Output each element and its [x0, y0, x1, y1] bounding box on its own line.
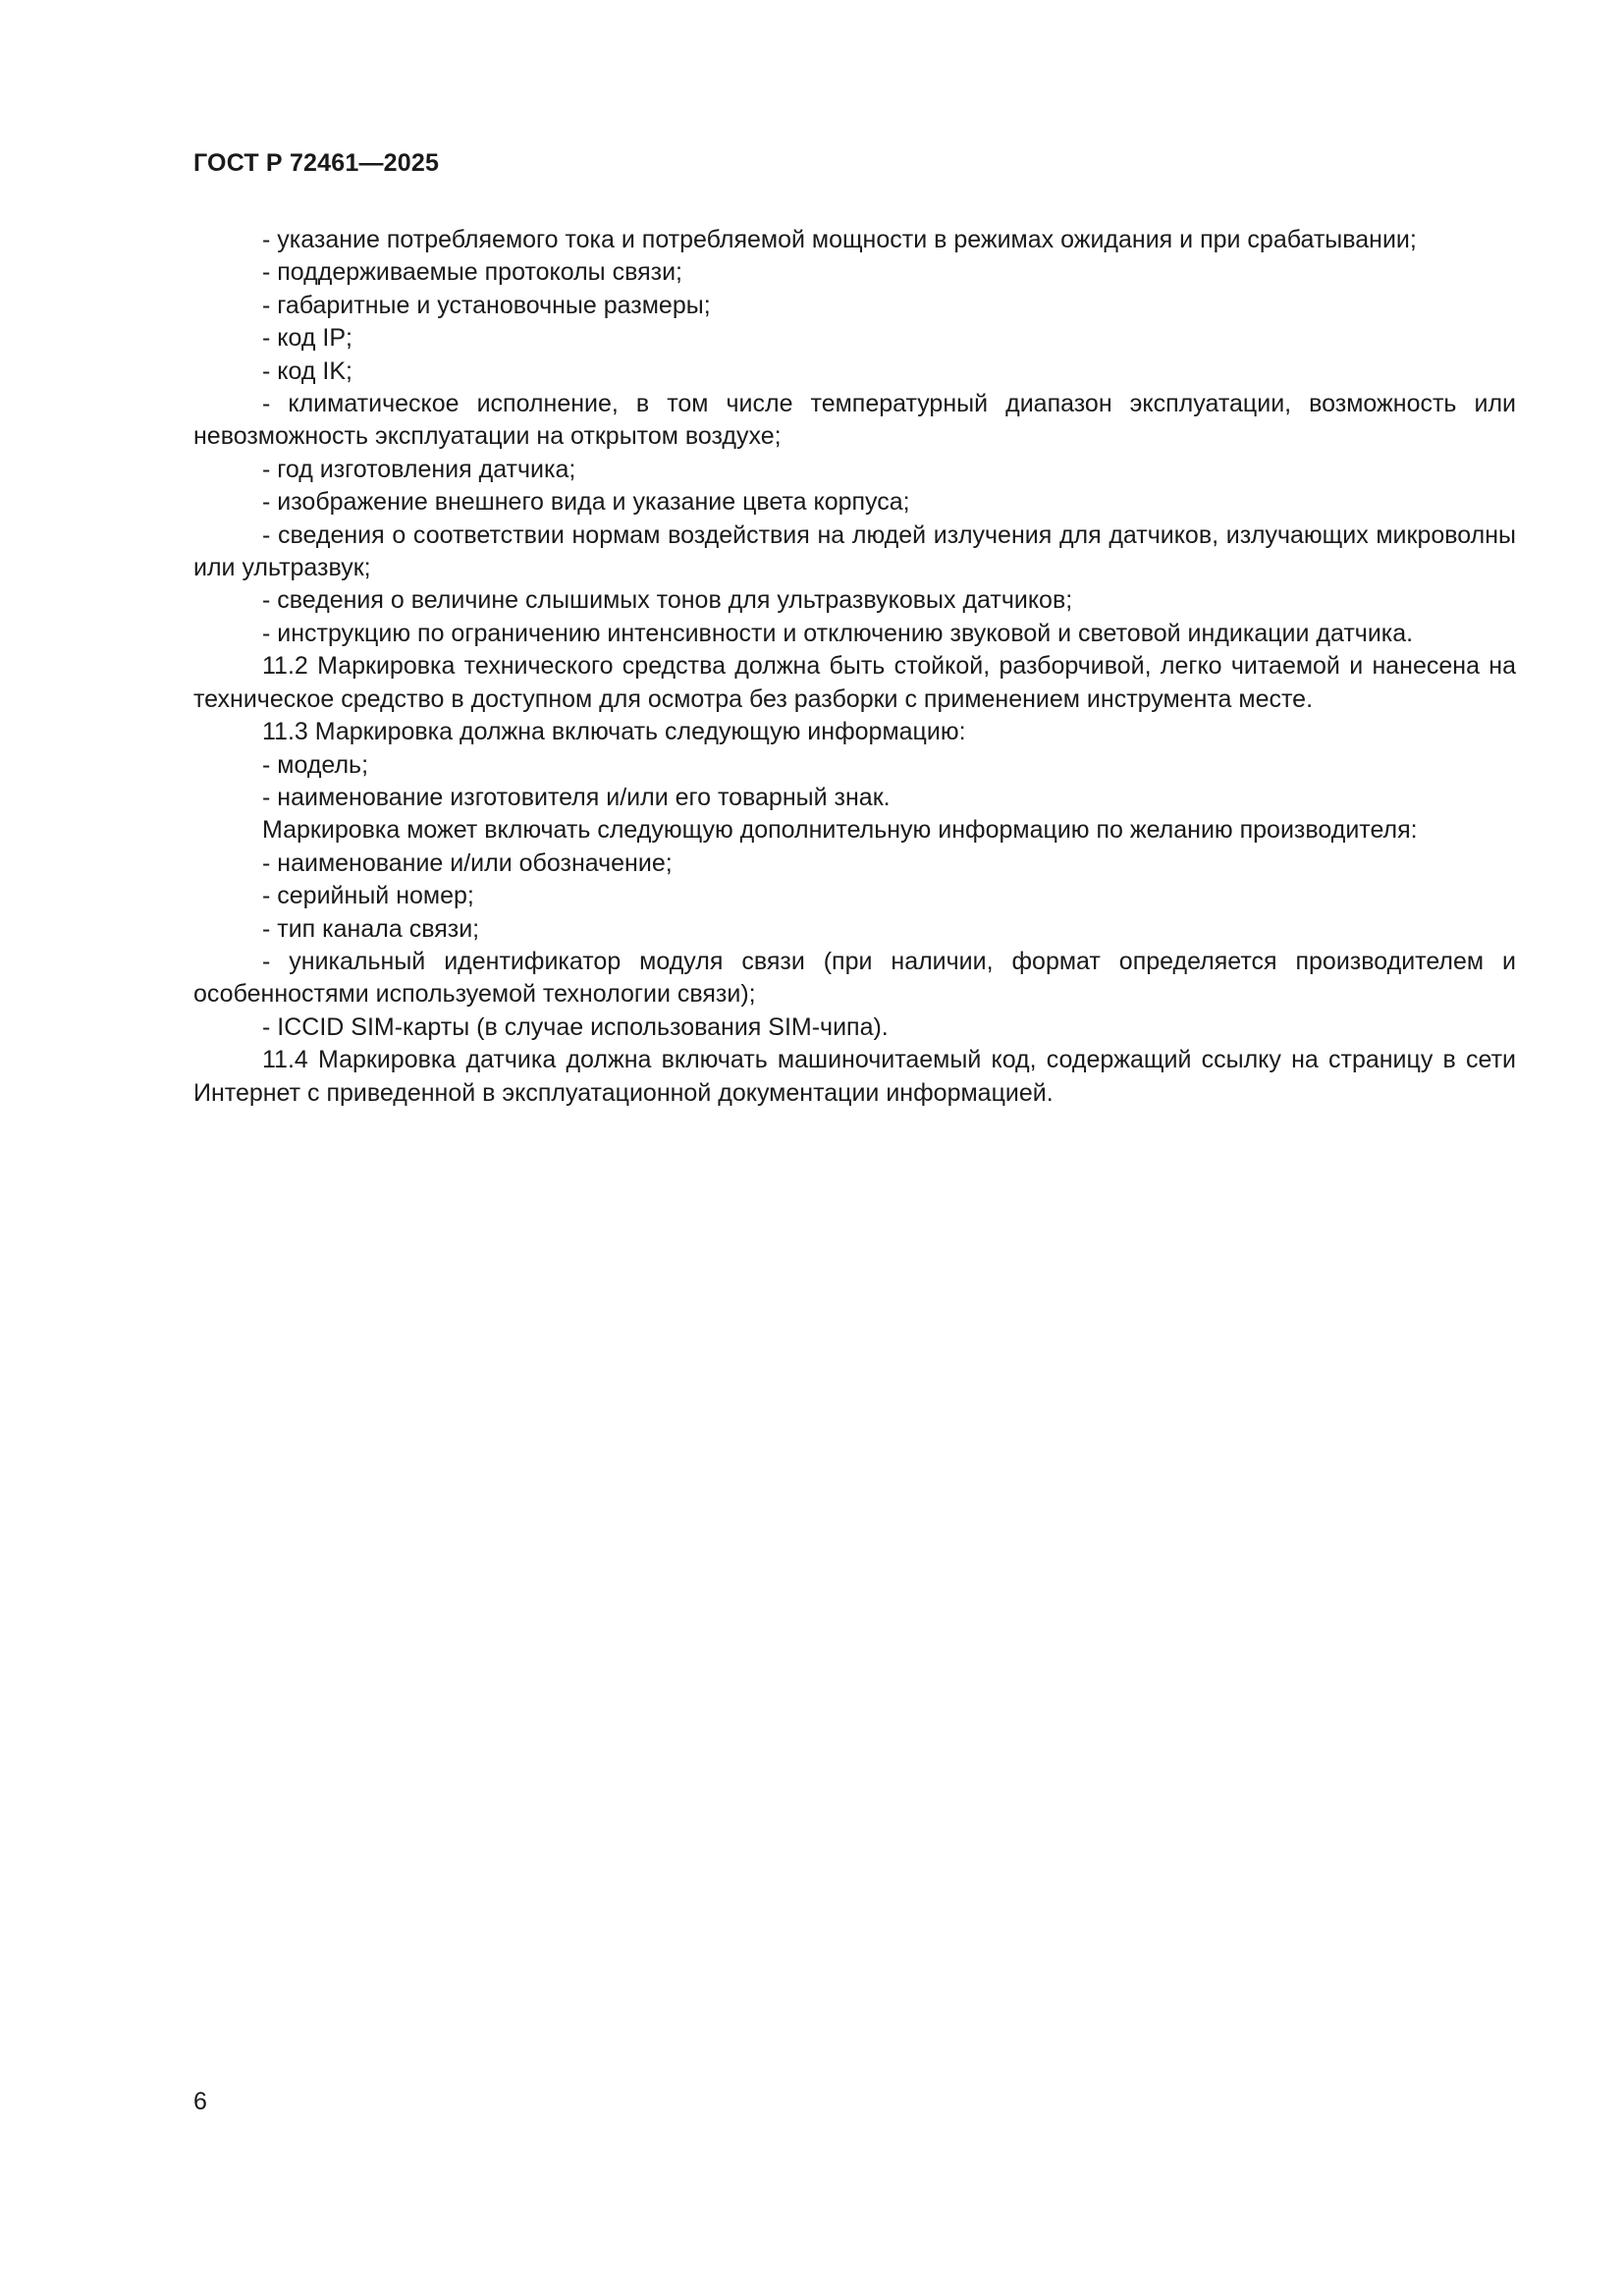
list-item: - поддерживаемые протоколы связи;: [262, 258, 683, 287]
list-item: - ICCID SIM-карты (в случае использования SIM-чипа).: [262, 1012, 889, 1041]
section-11-4-paragraph: 11.4 Маркировка датчика должна включать машиночитаемый код, содержащий ссылку на страницу в сети Интернет с приведенной в эксплуатационной документации информацией.: [193, 1046, 1516, 1107]
list-item: - указание потребляемого тока и потребляемой мощности в режимах ожидания и при срабатывании;: [262, 226, 1417, 253]
list-item: - климатическое исполнение, в том числе температурный диапазон эксплуатации, возможность или невозможность эксплуатации на открытом воздухе;: [193, 390, 1516, 451]
list-item: - изображение внешнего вида и указание цвета корпуса;: [262, 488, 910, 517]
list-item: - тип канала связи;: [262, 914, 480, 943]
page-number: 6: [193, 2088, 207, 2115]
list-item: - код IK;: [262, 356, 352, 385]
list-item: - инструкцию по ограничению интенсивности и отключению звуковой и световой индикации датчика.: [262, 619, 1414, 647]
list-item: - уникальный идентификатор модуля связи (при наличии, формат определяется производителем и особенностями используемой технологии связи);: [193, 947, 1516, 1009]
list-item: - сведения о величине слышимых тонов для ультразвуковых датчиков;: [262, 586, 1073, 615]
section-11-2-paragraph: 11.2 Маркировка технического средства должна быть стойкой, разборчивой, легко читаемой и нанесена на техническое средство в доступном для осмотра без разборки с применением инструмента месте.: [193, 652, 1516, 713]
document-body: [193, 224, 1516, 1110]
document-header-code: ГОСТ Р 72461—2025: [193, 149, 440, 177]
list-item: - год изготовления датчика;: [262, 455, 576, 483]
section-11-3-paragraph: 11.3 Маркировка должна включать следующую информацию:: [262, 718, 966, 746]
list-item: - габаритные и установочные размеры;: [262, 291, 711, 319]
list-item: - наименование и/или обозначение;: [262, 848, 673, 877]
list-item: - наименование изготовителя и/или его товарный знак.: [262, 783, 891, 811]
optional-info-paragraph: Маркировка может включать следующую дополнительную информацию по желанию производителя:: [262, 816, 1418, 845]
list-item: - серийный номер;: [262, 882, 474, 910]
list-item: - модель;: [262, 750, 369, 779]
list-item: - сведения о соответствии нормам воздействия на людей излучения для датчиков, излучающих микроволны или ультразвук;: [193, 520, 1516, 582]
list-item: - код IP;: [262, 324, 352, 353]
